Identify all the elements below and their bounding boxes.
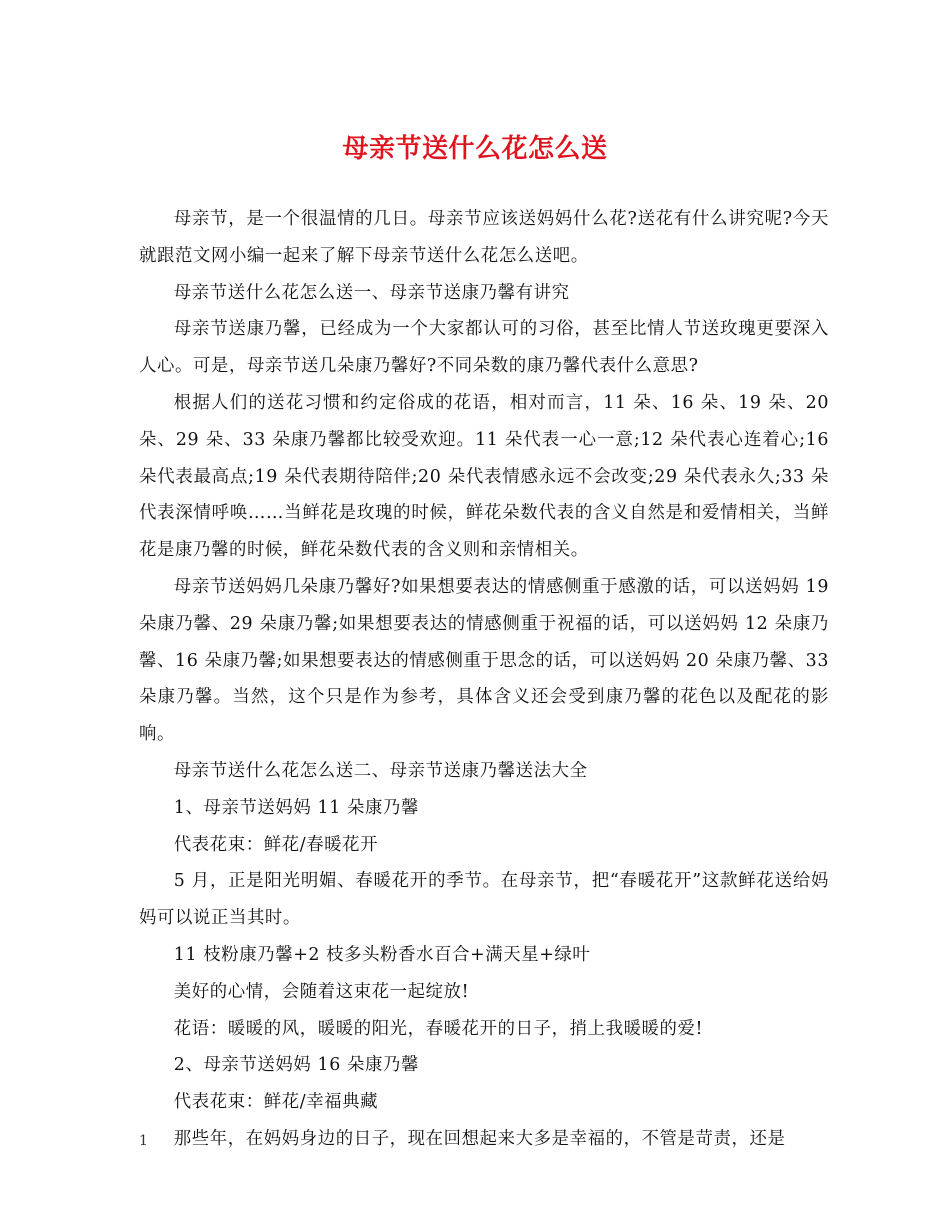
paragraph: 代表花束：鲜花/幸福典藏 [173,1092,379,1113]
paragraph: 那些年，在妈妈身边的日子，现在回想起来大多是幸福的，不管是苛责，还是 [173,1128,786,1149]
paragraph: 根据人们的送花习惯和约定俗成的花语，相对而言，11 朵、16 朵、19 朵、20 朵、29 朵、33 朵康乃馨都比较受欢迎。11 朵代表一心一意;12 朵代表心连着心;16 朵代表最高点;19 朵代表期待陪伴;20 朵代表情感永远不会改变;29 朵代表永久;33 朵代表深情呼唤……当鲜花是玫瑰的时候，鲜花朵数代表的含义自然是和爱情相关，当鲜花是康乃馨的时候，鲜花朵数代表的含义则和亲情相关。 [139,392,829,561]
paragraph: 5 月，正是阳光明媚、春暖花开的季节。在母亲节，把“春暖花开”这款鲜花送给妈妈可以说正当其时。 [139,871,829,929]
page-number: 1 [139,1133,148,1149]
paragraph: 美好的心情，会随着这束花一起绽放! [173,981,470,1002]
section-heading: 母亲节送什么花怎么送一、母亲节送康乃馨有讲究 [173,282,570,303]
paragraph: 母亲节送康乃馨，已经成为一个大家都认可的习俗，甚至比情人节送玫瑰更要深入人心。可是，母亲节送几朵康乃馨好?不同朵数的康乃馨代表什么意思? [139,319,829,377]
section-heading: 母亲节送什么花怎么送二、母亲节送康乃馨送法大全 [173,760,588,781]
paragraph: 11 枝粉康乃馨+2 枝多头粉香水百合+满天星+绿叶 [173,944,591,965]
document-body [139,201,829,1158]
paragraph: 代表花束：鲜花/春暖花开 [173,834,379,855]
list-item-heading: 2、母亲节送妈妈 16 朵康乃馨 [173,1055,419,1076]
list-item-heading: 1、母亲节送妈妈 11 朵康乃馨 [173,797,419,818]
paragraph: 花语：暖暖的风，暖暖的阳光，春暖花开的日子，捎上我暖暖的爱! [173,1018,704,1039]
paragraph: 母亲节送妈妈几朵康乃馨好?如果想要表达的情感侧重于感激的话，可以送妈妈 19 朵康乃馨、29 朵康乃馨;如果想要表达的情感侧重于祝福的话，可以送妈妈 12 朵康乃馨、16 朵康乃馨;如果想要表达的情感侧重于思念的话，可以送妈妈 20 朵康乃馨、33 朵康乃馨。当然，这个只是作为参考，具体含义还会受到康乃馨的花色以及配花的影响。 [139,576,829,745]
paragraph: 母亲节，是一个很温情的几日。母亲节应该送妈妈什么花?送花有什么讲究呢?今天就跟范文网小编一起来了解下母亲节送什么花怎么送吧。 [139,209,829,266]
document-title: 母亲节送什么花怎么送 [342,134,608,164]
